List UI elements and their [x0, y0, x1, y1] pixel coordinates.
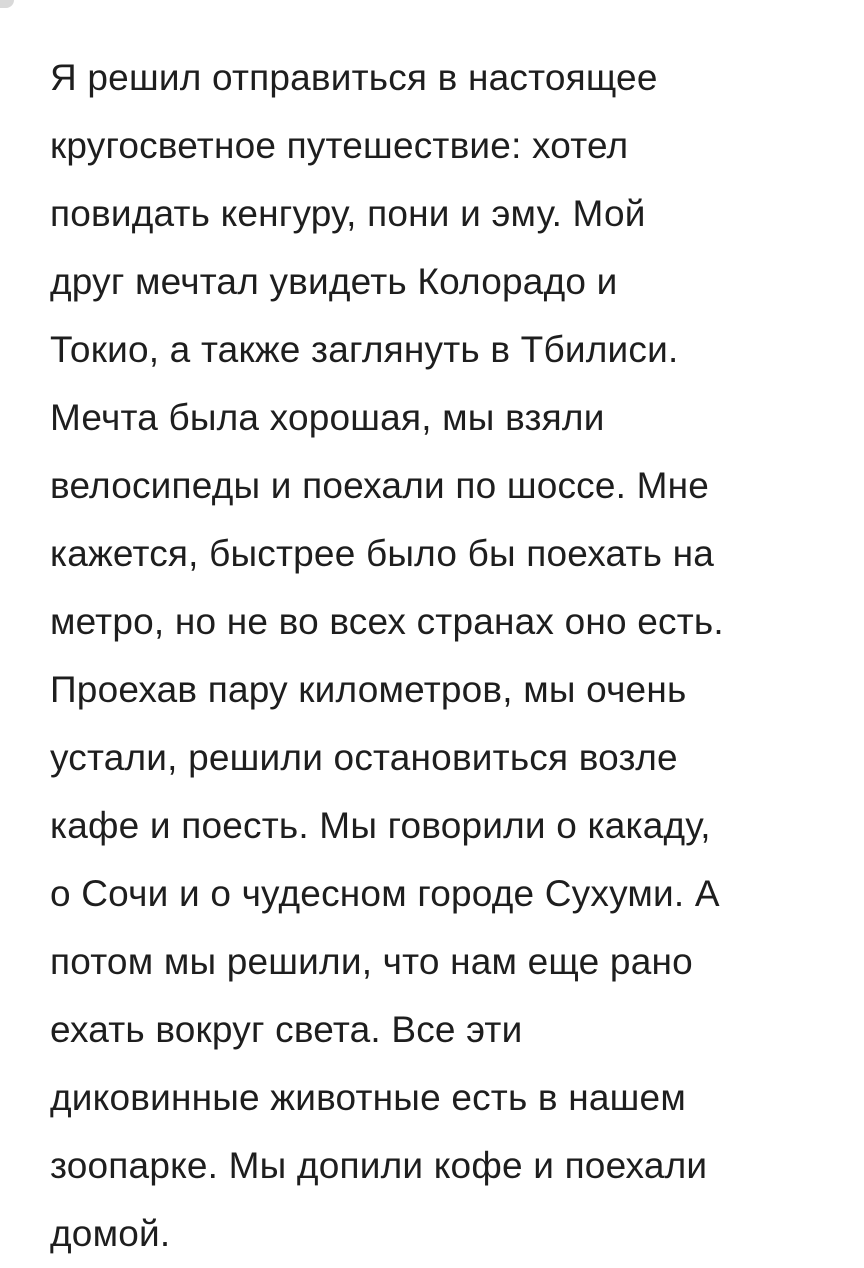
paragraph [50, 44, 850, 1268]
text-line-12: кафе и поесть. Мы говорили о какаду, [50, 805, 711, 846]
text-line-1: Я решил отправиться в настоящее [50, 57, 658, 98]
text-line-18: домой. [50, 1213, 171, 1254]
text-line-5: Токио, а также заглянуть в Тбилиси. [50, 329, 679, 370]
text-line-3: повидать кенгуру, пони и эму. Мой [50, 193, 646, 234]
corner-mark [0, 0, 14, 8]
text-line-14: потом мы решили, что нам еще рано [50, 941, 693, 982]
text-line-6: Мечта была хорошая, мы взяли [50, 397, 605, 438]
text-line-11: устали, решили остановиться возле [50, 737, 678, 778]
text-line-8: кажется, быстрее было бы поехать на [50, 533, 715, 574]
text-line-2: кругосветное путешествие: хотел [50, 125, 629, 166]
text-line-13: о Сочи и о чудесном городе Сухуми. А [50, 873, 720, 914]
text-line-16: диковинные животные есть в нашем [50, 1077, 686, 1118]
text-line-4: друг мечтал увидеть Колорадо и [50, 261, 618, 302]
text-line-15: ехать вокруг света. Все эти [50, 1009, 523, 1050]
text-line-10: Проехав пару километров, мы очень [50, 669, 687, 710]
text-line-17: зоопарке. Мы допили кофе и поехали [50, 1145, 708, 1186]
text-line-9: метро, но не во всех странах оно есть. [50, 601, 724, 642]
text-line-7: велосипеды и поехали по шоссе. Мне [50, 465, 710, 506]
